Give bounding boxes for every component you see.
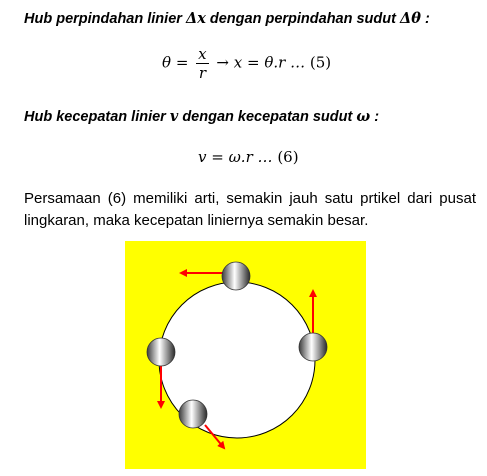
heading1-middle: dengan perpindahan sudut bbox=[209, 11, 396, 27]
heading2-text: Hub kecepatan linier bbox=[24, 109, 166, 125]
equation-5 bbox=[162, 45, 331, 82]
heading2-symbol-v: v bbox=[169, 108, 179, 125]
ball-icon bbox=[179, 400, 207, 428]
ball-icon bbox=[222, 262, 250, 290]
heading-linear-displacement bbox=[24, 10, 430, 27]
eq5-numerator: x bbox=[198, 45, 207, 63]
eq6-expression: v = ω.r … bbox=[198, 148, 273, 166]
eq6-label: (6) bbox=[277, 148, 299, 166]
eq5-fraction bbox=[196, 45, 208, 82]
heading1-text: Hub perpindahan linier bbox=[24, 11, 182, 27]
heading2-colon: : bbox=[374, 109, 380, 125]
ball-icon bbox=[147, 338, 175, 366]
heading1-symbol-dx: Δx bbox=[185, 10, 206, 27]
heading1-symbol-dtheta: Δθ bbox=[400, 10, 421, 27]
paragraph: Persamaan (6) memiliki arti, semakin jauh satu prtikel dari pusat lingkaran, maka kecepatan liniernya semakin besar. bbox=[24, 190, 476, 229]
eq5-denominator: r bbox=[198, 64, 206, 82]
equation-6 bbox=[198, 148, 299, 166]
heading2-symbol-omega: ω bbox=[356, 108, 371, 125]
eq5-lhs: θ bbox=[162, 53, 172, 72]
ball-icon bbox=[299, 333, 327, 361]
heading2-middle: dengan kecepatan sudut bbox=[182, 109, 353, 125]
eq5-arrow: → bbox=[216, 53, 229, 72]
eq5-equals: = bbox=[175, 53, 189, 72]
heading1-colon: : bbox=[424, 11, 430, 27]
heading-linear-velocity bbox=[24, 108, 379, 125]
circular-motion-figure bbox=[125, 241, 366, 469]
eq5-rhs: x = θ.r … bbox=[233, 53, 306, 72]
eq5-label: (5) bbox=[309, 53, 332, 72]
